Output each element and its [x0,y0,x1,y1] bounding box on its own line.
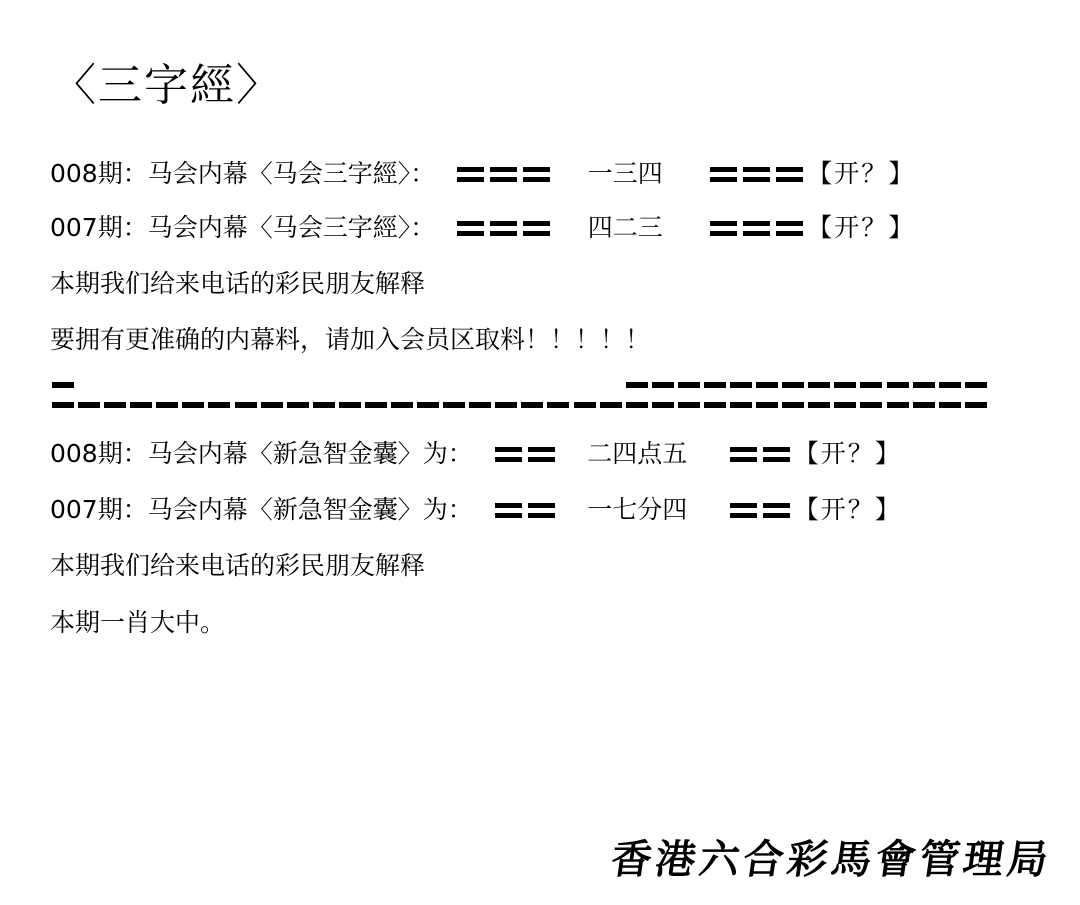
result-bracket: 【开？】 [807,159,916,188]
bar-decoration-left [495,447,555,462]
footer-signature: 香港六合彩馬會管理局 [608,836,1055,883]
bar-decoration-right [730,503,790,518]
note-text: 本期我们给来电话的彩民朋友解释 [50,551,426,580]
prediction-row-007 [50,208,915,248]
answer-value: 一三四 [587,159,663,188]
issue-label: 008期：马会内幕〈马会三字經〉： [50,159,436,188]
issue-label: 007期：马会内幕〈新急智金囊〉为： [50,495,473,524]
result-bracket: 【开？】 [807,213,916,242]
hint-text: 本期一肖大中。 [50,608,226,637]
prediction-row-007-b [50,490,902,530]
dashed-divider [52,382,987,408]
result-bracket: 【开？】 [793,439,902,468]
bar-decoration-right [730,447,790,462]
issue-label: 007期：马会内幕〈马会三字經〉： [50,213,436,242]
prediction-row-008-b [50,434,902,474]
answer-value: 四二三 [587,213,663,242]
bar-decoration-right [710,221,803,236]
page-title: 〈三字經〉 [52,60,282,111]
answer-value: 二四点五 [587,439,688,468]
note-text: 本期我们给来电话的彩民朋友解释 [50,269,426,298]
bar-decoration-left [495,503,555,518]
bar-decoration-left [457,221,550,236]
bar-decoration-right [710,167,803,182]
answer-value: 一七分四 [587,495,688,524]
promo-text: 要拥有更准确的内幕料，请加入会员区取料！！！！！ [50,325,651,354]
bar-decoration-left [457,167,550,182]
result-bracket: 【开？】 [793,495,902,524]
prediction-row-008 [50,154,915,194]
issue-label: 008期：马会内幕〈新急智金囊〉为： [50,439,473,468]
